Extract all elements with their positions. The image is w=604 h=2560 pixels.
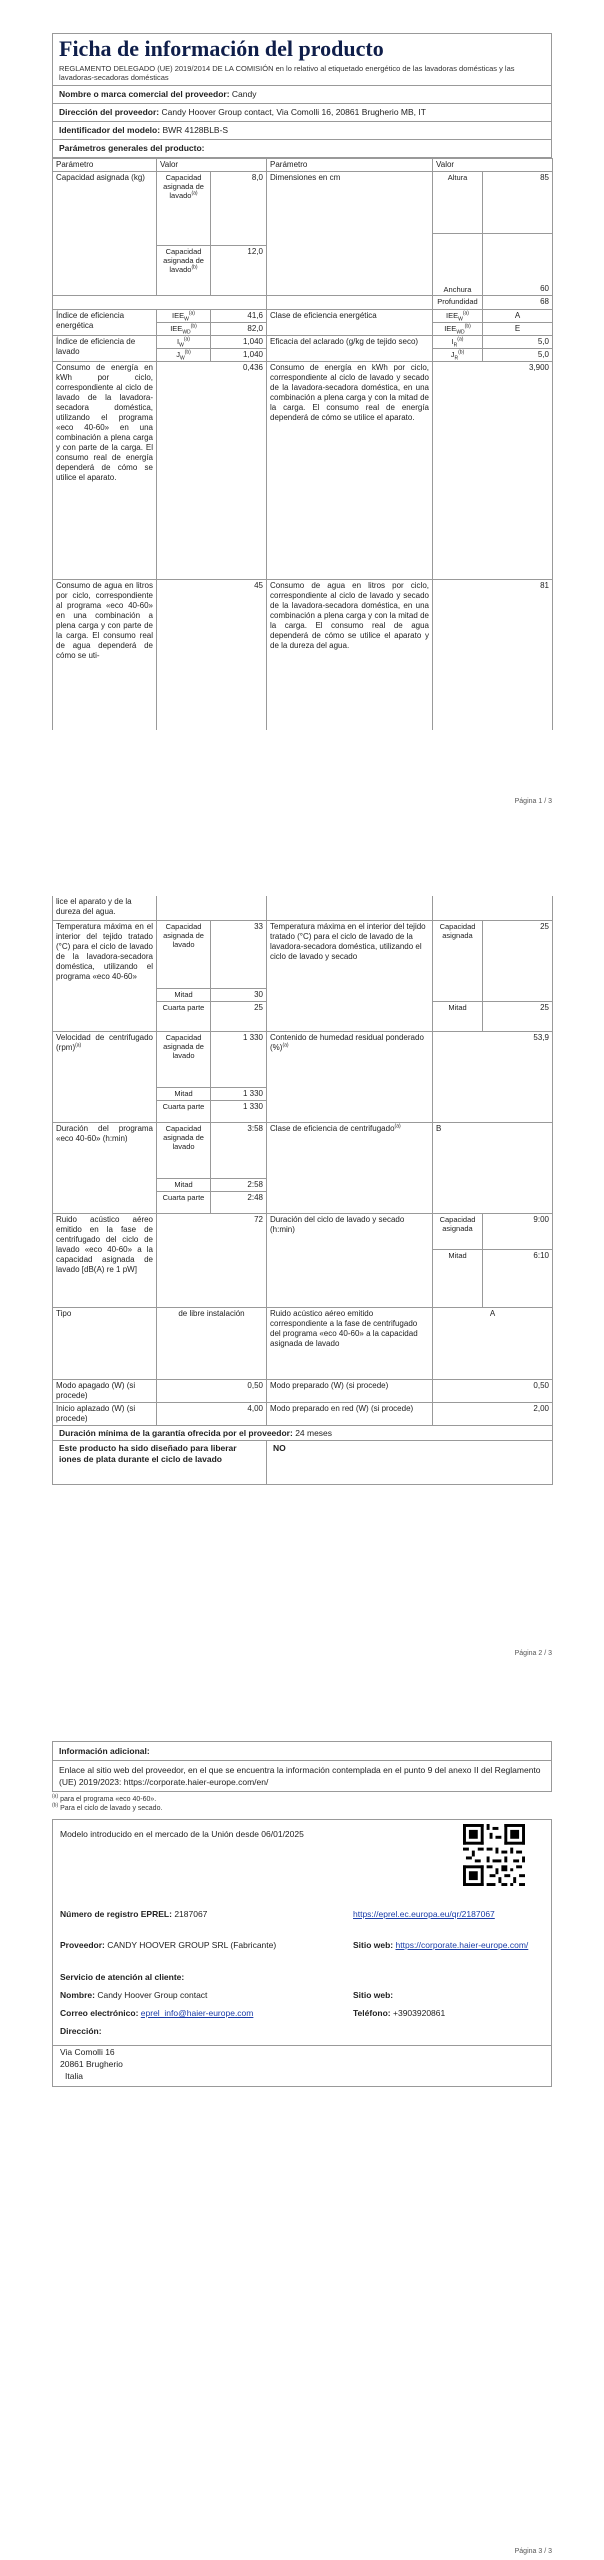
width-value: 60 <box>483 234 553 296</box>
table-row <box>53 920 553 988</box>
off-value: 0,50 <box>157 1379 267 1402</box>
eei-wd-label-2: $IEE_{WD}^{(b)}$ <box>433 323 483 336</box>
supplier-row <box>52 86 552 104</box>
eprel-box <box>52 1819 552 2046</box>
page-3 <box>52 1741 552 2087</box>
temp-label: Temperatura máxima en el interior del tejido tratado (°C) para el ciclo de lavado de la lavadora-secadora doméstica, utilizando el programa «eco 40-60» <box>53 920 157 1031</box>
hdr-value: Valor <box>157 159 267 172</box>
parameters-table <box>52 158 553 730</box>
page-number-1: Página 1 / 3 <box>514 798 552 805</box>
table-row <box>53 336 553 349</box>
silver-label: Este producto ha sido diseñado para liberar iones de plata durante el ciclo de lavado <box>53 1440 267 1484</box>
dur-cap-label: Capacidad asignada de lavado <box>157 1122 211 1178</box>
dur-half-label: Mitad <box>157 1178 211 1191</box>
iw-value: 1,040 <box>211 336 267 349</box>
hdr-value-2: Valor <box>433 159 553 172</box>
iw-label: $I_W^{(a)}$ <box>157 336 211 349</box>
eprel-number: Número de registro EPREL: 2187067 <box>60 1909 208 1919</box>
additional-text: Enlace al sitio web del proveedor, en el que se encuentra la información contemplada en el punto 9 del anexo II del Reglamento (UE) 2019/2023: <box>59 1765 541 1787</box>
iw-rinse-label: $I_R^{(a)}$ <box>433 336 483 349</box>
table-row <box>53 362 553 580</box>
cap-dry-label: Capacidad asignada de lavado$^{(b)}$ <box>157 246 211 296</box>
website-link[interactable]: https://corporate.haier-europe.com/ <box>395 1940 529 1950</box>
width-label: Anchura <box>433 234 483 296</box>
noise-value: 72 <box>157 1213 267 1307</box>
netstandby-label: Modo preparado en red (W) (si procede) <box>267 1402 433 1425</box>
temp-quarter-label: Cuarta parte <box>157 1001 211 1031</box>
noise2-value: A <box>433 1307 553 1379</box>
water-label: Consumo de agua en litros por ciclo, correspondiente al programa «eco 40-60» en una combinación a plena carga y con parte de la carga. El consumo real de agua dependerá de cómo se uti- <box>53 580 157 730</box>
supplier-value: Candy <box>231 89 257 99</box>
supplier-label: Nombre o marca comercial del proveedor: <box>59 89 230 99</box>
wd-dur-cap-label: Capacidad asignada <box>433 1213 483 1249</box>
temp-cap-label: Capacidad asignada de lavado <box>157 920 211 988</box>
addr-label: Dirección: <box>60 2026 102 2036</box>
moisture-value: 53,9 <box>433 1031 553 1122</box>
addr-line2: 20861 Brugherio <box>60 2059 123 2069</box>
table-header-row <box>53 159 553 172</box>
table-row <box>53 1122 553 1178</box>
eei-label: Índice de eficiencia energética <box>53 310 157 336</box>
model-row <box>52 122 552 140</box>
table-row <box>53 310 553 323</box>
email-link[interactable]: eprel_info@haier-europe.com <box>140 2008 254 2018</box>
spin-full: 1 330 <box>211 1031 267 1087</box>
water-wd-value: 81 <box>433 580 553 730</box>
address-row <box>52 104 552 122</box>
table-row <box>53 1440 553 1484</box>
jw-value: 1,040 <box>211 349 267 362</box>
spin-half-label: Mitad <box>157 1087 211 1100</box>
eprel-link[interactable]: https://eprel.ec.europa.eu/qr/2187067 <box>353 1909 495 1919</box>
table-row <box>53 896 553 920</box>
spin-half: 1 330 <box>211 1087 267 1100</box>
address-box <box>52 2046 552 2087</box>
model-label: Identificador del modelo: <box>59 125 161 135</box>
temp-wd-half-label: Mitad <box>433 1001 483 1031</box>
spin-quarter: 1 330 <box>211 1100 267 1122</box>
provider-row: Proveedor: CANDY HOOVER GROUP SRL (Fabricante) <box>60 1940 277 1950</box>
parameters-table-2 <box>52 896 553 1485</box>
temp-half: 30 <box>211 988 267 1001</box>
spin-label: Velocidad de centrifugado (rpm)$^{(a)}$ <box>53 1031 157 1122</box>
moisture-label: Contenido de humedad residual ponderado (%)$^{(a)}$ <box>267 1031 433 1122</box>
addr-line3: Italia <box>65 2071 83 2081</box>
temp-wd-full: 25 <box>483 920 553 1001</box>
off-label: Modo apagado (W) (si procede) <box>53 1379 157 1402</box>
temp-wd-label: Temperatura máxima en el interior del tejido tratado (°C) para el ciclo de lavado de la lavadora-secadora doméstica, utilizando el ciclo de lavado y secado <box>267 920 433 1031</box>
water-value: 45 <box>157 580 267 730</box>
temp-wd-cap-label: Capacidad asignada <box>433 920 483 1001</box>
capacity-label: Capacidad asignada (kg) <box>53 172 157 296</box>
washing-eff-label: Índice de eficiencia de lavado <box>53 336 157 362</box>
height-value: 85 <box>483 172 553 234</box>
wd-dur-half: 6:10 <box>483 1249 553 1307</box>
cap-wash-value: 8,0 <box>211 172 267 246</box>
jw-rinse-value: 5,0 <box>483 349 553 362</box>
phone-row: Teléfono: +3903920861 <box>353 2008 446 2018</box>
temp-quarter: 25 <box>211 1001 267 1031</box>
depth-value: 68 <box>483 296 553 310</box>
noise2-label: Ruido acústico aéreo emitido correspondiente a la fase de centrifugado del programa «eco 40-60» a la capacidad asignada de lavado <box>267 1307 433 1379</box>
model-value: BWR 4128BLB-S <box>162 125 229 135</box>
dur-half: 2:58 <box>211 1178 267 1191</box>
address-label: Dirección del proveedor: <box>59 107 160 117</box>
delay-value: 4,00 <box>157 1402 267 1425</box>
table-row <box>53 1307 553 1379</box>
rinsing-label: Eficacia del aclarado (g/kg de tejido seco) <box>267 336 433 362</box>
water-label-cont: lice el aparato y de la dureza del agua. <box>53 896 157 920</box>
page-number-3: Página 3 / 3 <box>514 2548 552 2555</box>
cap-wash-label: Capacidad asignada de lavado$^{(a)}$ <box>157 172 211 246</box>
delay-label: Inicio aplazado (W) (si procede) <box>53 1402 157 1425</box>
dur-quarter: 2:48 <box>211 1191 267 1213</box>
website2-row: Sitio web: <box>353 1990 394 2000</box>
table-row <box>53 1402 553 1425</box>
energy-wd-value: 3,900 <box>433 362 553 580</box>
spin-quarter-label: Cuarta parte <box>157 1100 211 1122</box>
hdr-param-2: Parámetro <box>267 159 433 172</box>
email-row: Correo electrónico: eprel_info@haier-europe.com <box>60 2008 254 2018</box>
footnote-a: $^{(a)}$ para el programa «eco 40-60». <box>52 1793 157 1803</box>
dur-quarter-label: Cuarta parte <box>157 1191 211 1213</box>
energy-class-w: A <box>483 310 553 323</box>
wd-duration-label: Duración del ciclo de lavado y secado (h:min) <box>267 1213 433 1307</box>
spin-class-label: Clase de eficiencia de centrifugado$^{(a)}$ <box>267 1122 433 1213</box>
page-title: Ficha de información del producto <box>59 36 384 61</box>
title-box <box>52 33 552 86</box>
addr-line1: Via Comolli 16 <box>60 2047 115 2057</box>
eei-wd-label: $IEE_{WD}^{(b)}$ <box>157 323 211 336</box>
type-value: de libre instalación <box>157 1307 267 1379</box>
energy-class-wd: E <box>483 323 553 336</box>
temp-full: 33 <box>211 920 267 988</box>
page-number-2: Página 2 / 3 <box>514 1650 552 1657</box>
dims-label: Dimensiones en cm <box>267 172 433 296</box>
regulation-text: REGLAMENTO DELEGADO (UE) 2019/2014 DE LA COMISIÓN en lo relativo al etiquetado energético de las lavadoras domésticas y las lavadoras-secadoras domésticas <box>59 64 515 82</box>
noise-label: Ruido acústico aéreo emitido en la fase de centrifugado del ciclo de lavado «eco 40-60» a la capacidad asignada de lavado [dB(A) re 1 pW] <box>53 1213 157 1307</box>
table-row <box>53 172 553 234</box>
additional-url: https://corporate.haier-europe.com/en/ <box>123 1777 269 1787</box>
additional-box <box>52 1761 552 1792</box>
qr-code-icon[interactable] <box>463 1824 525 1886</box>
service-label: Servicio de atención al cliente: <box>60 1972 185 1982</box>
cap-dry-value: 12,0 <box>211 246 267 296</box>
footnote-b: $^{(b)}$ Para el ciclo de lavado y secado. <box>52 1802 163 1812</box>
hdr-param: Parámetro <box>53 159 157 172</box>
website-row: Sitio web: https://corporate.haier-europe.com/ <box>353 1940 529 1950</box>
jw-rinse-label: $J_R^{(b)}$ <box>433 349 483 362</box>
market-text: Modelo introducido en el mercado de la Unión desde 06/01/2025 <box>60 1829 304 1839</box>
height-label: Altura <box>433 172 483 234</box>
energy-cycle-label: Consumo de energía en kWh por ciclo, correspondiente al ciclo de lavado de la lavadora-secadora doméstica, utilizando el programa «eco 40-60» en una combinación a plena carga y con parte de la carga. El consumo real de energía dependerá de cómo se utilice el aparato. <box>53 362 157 580</box>
general-row <box>52 140 552 158</box>
spin-class-value: B <box>433 1122 553 1213</box>
temp-half-label: Mitad <box>157 988 211 1001</box>
standby-label: Modo preparado (W) (si procede) <box>267 1379 433 1402</box>
table-row <box>53 1379 553 1402</box>
energy-cycle-value: 0,436 <box>157 362 267 580</box>
standby-value: 0,50 <box>433 1379 553 1402</box>
netstandby-value: 2,00 <box>433 1402 553 1425</box>
page-2 <box>52 896 552 1485</box>
table-row <box>53 296 553 310</box>
iw-rinse-value: 5,0 <box>483 336 553 349</box>
general-label: Parámetros generales del producto: <box>59 143 205 153</box>
energy-wd-label: Consumo de energía en kWh por ciclo, correspondiente al ciclo de lavado y secado de la lavadora-secadora doméstica, en una combinación a plena carga y con la mitad de la carga. El consumo real de energía dependerá de cómo se utilice el aparato. <box>267 362 433 580</box>
duration-label: Duración del programa «eco 40-60» (h:min) <box>53 1122 157 1213</box>
table-row <box>53 1425 553 1440</box>
additional-header: Información adicional: <box>52 1741 552 1761</box>
silver-value: NO <box>267 1440 553 1484</box>
name-row: Nombre: Candy Hoover Group contact <box>60 1990 208 2000</box>
table-row <box>53 1031 553 1087</box>
wd-dur-full: 9:00 <box>483 1213 553 1249</box>
type-label: Tipo <box>53 1307 157 1379</box>
temp-wd-half: 25 <box>483 1001 553 1031</box>
warranty-row: Duración mínima de la garantía ofrecida por el proveedor: 24 meses <box>53 1425 553 1440</box>
table-row <box>53 580 553 730</box>
address-value: Candy Hoover Group contact, Via Comolli 16, 20861 Brugherio MB, IT <box>161 107 426 117</box>
eei-w-label: $IEE_W^{(a)}$ <box>157 310 211 323</box>
table-row <box>53 1213 553 1249</box>
dur-full: 3:58 <box>211 1122 267 1178</box>
wd-dur-half-label: Mitad <box>433 1249 483 1307</box>
spin-cap-label: Capacidad asignada de lavado <box>157 1031 211 1087</box>
eei-w-label-2: $IEE_W^{(a)}$ <box>433 310 483 323</box>
page-1 <box>52 33 552 730</box>
eei-wd-value: 82,0 <box>211 323 267 336</box>
water-wd-label: Consumo de agua en litros por ciclo, correspondiente al ciclo de lavado y secado de la lavadora-secadora doméstica, en una combinación a plena carga y con la mitad de la carga. El consumo real de agua dependerá de cómo se utilice el aparato y de la dureza del agua. <box>267 580 433 730</box>
jw-label: $J_W^{(b)}$ <box>157 349 211 362</box>
depth-label: Profundidad <box>433 296 483 310</box>
eei-w-value: 41,6 <box>211 310 267 323</box>
energy-class-label: Clase de eficiencia energética <box>267 310 433 336</box>
